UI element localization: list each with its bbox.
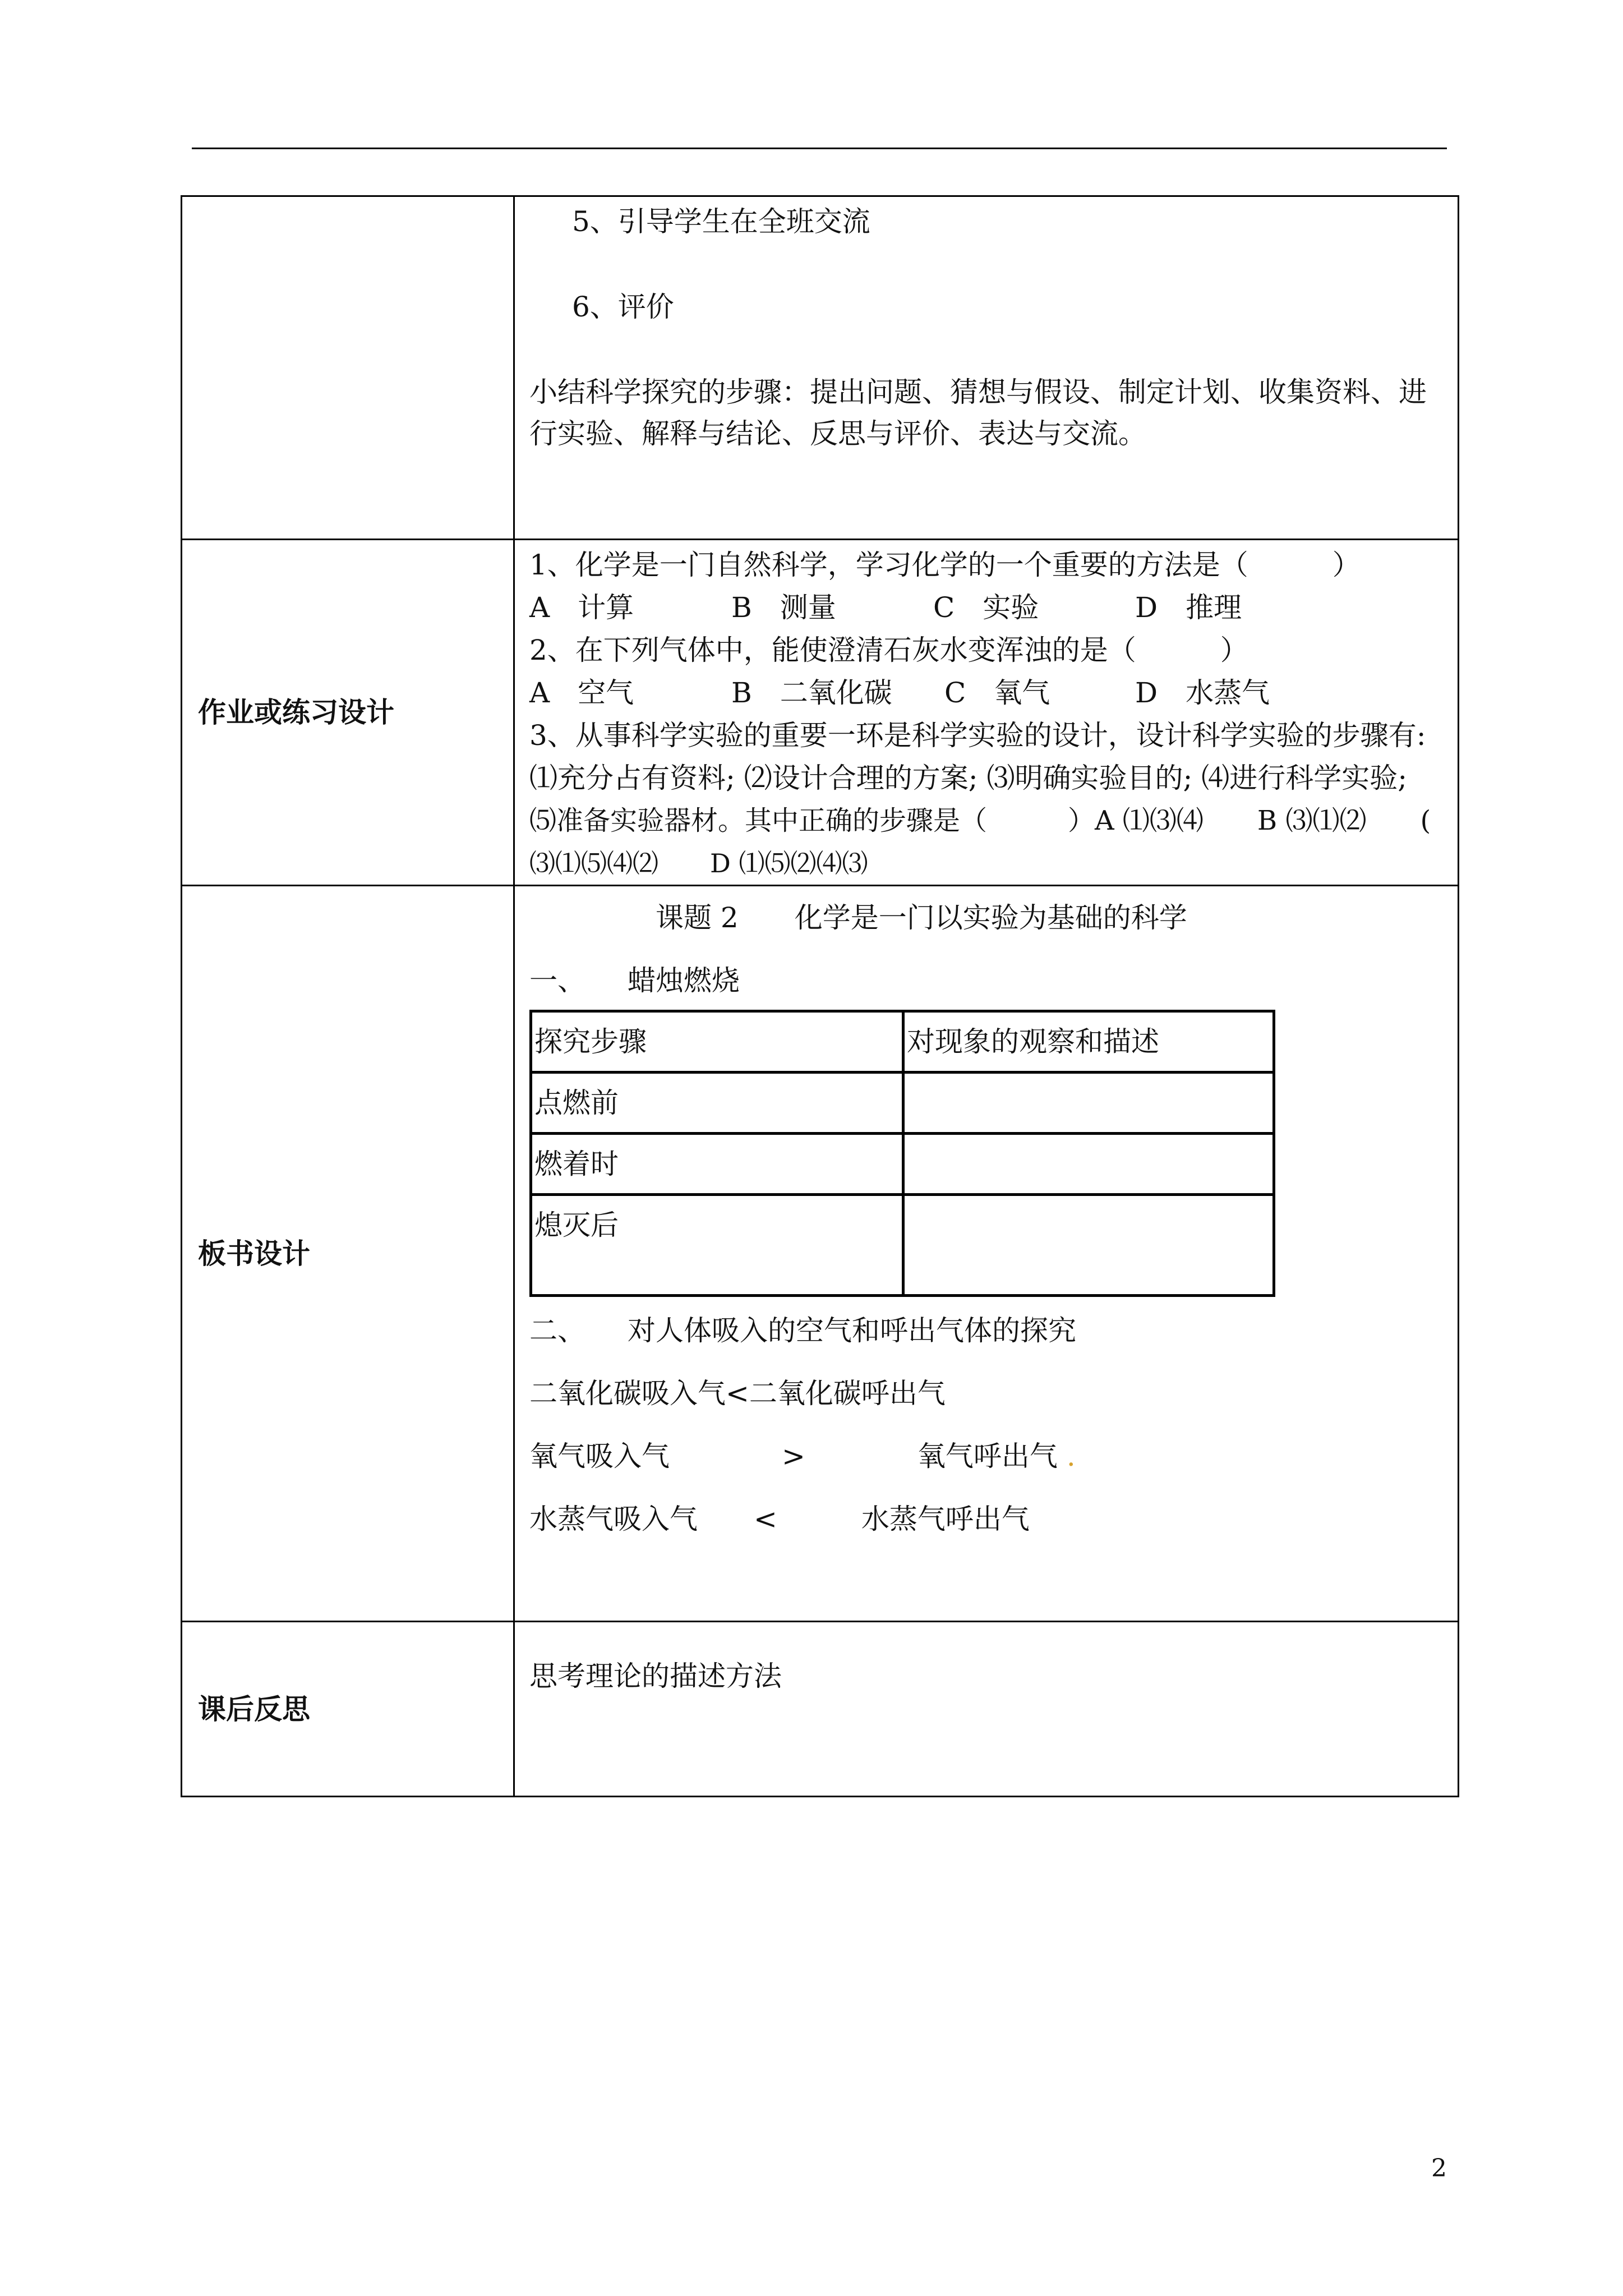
compare-co2: 二氧化碳吸入气<二氧化碳呼出气 (529, 1377, 946, 1410)
section-label-board: 板书设计 (198, 1237, 310, 1270)
header-rule (192, 148, 1447, 149)
candle-header-step: 探究步骤 (531, 1011, 903, 1073)
question-1: 1、化学是一门自然科学，学习化学的一个重要的方法是（ ） (529, 549, 1361, 581)
board-section-2: 二、 对人体吸入的空气和呼出气体的探究 (529, 1314, 1076, 1347)
reflection-text: 思考理论的描述方法 (529, 1660, 782, 1692)
candle-row-after-observation (903, 1195, 1274, 1296)
row-board-design (182, 886, 1459, 1622)
candle-table-row (531, 1134, 1274, 1195)
q2-option-c: C 氧气 (944, 677, 1050, 709)
question-2-options (529, 671, 1446, 714)
stray-dot: . (1066, 1440, 1076, 1473)
label-cell-board (182, 886, 514, 1622)
board-title: 课题 2 化学是一门以实验为基础的科学 (656, 901, 1187, 934)
candle-row-after: 熄灭后 (531, 1195, 903, 1296)
candle-row-burning: 燃着时 (531, 1134, 903, 1195)
content-cell-board (514, 886, 1459, 1622)
question-3-line-3: ⑸准备实验器材。其中正确的步骤是（ ）A ⑴⑶⑷ B ⑶⑴⑵ ( (529, 805, 1431, 836)
section-label-homework: 作业或练习设计 (198, 696, 394, 729)
candle-row-burning-observation (903, 1134, 1274, 1195)
candle-table-row (531, 1195, 1274, 1296)
compare-water-vapor: 水蒸气吸入气 < 水蒸气呼出气 (529, 1503, 1030, 1535)
candle-observation-table (529, 1010, 1275, 1297)
candle-header-observation: 对现象的观察和描述 (903, 1011, 1274, 1073)
compare-oxygen-row (529, 1439, 1446, 1473)
content-cell-summary (514, 196, 1459, 540)
step-5: 5、引导学生在全班交流 (572, 205, 870, 238)
q2-option-b: B 二氧化碳 (731, 677, 892, 709)
q1-option-d: D 推理 (1135, 591, 1242, 624)
step-6: 6、评价 (572, 291, 674, 323)
question-1-options (529, 586, 1446, 629)
section-label-reflection: 课后反思 (198, 1692, 310, 1726)
q1-option-a: A 计算 (529, 591, 634, 624)
summary-line-2: 行实验、解释与结论、反思与评价、表达与交流。 (529, 417, 1146, 450)
question-3: 3、从事科学实验的重要一环是科学实验的设计，设计科学实验的步骤有: (529, 719, 1426, 752)
content-cell-homework (514, 540, 1459, 886)
question-2: 2、在下列气体中，能使澄清石灰水变浑浊的是（ ） (529, 634, 1248, 666)
question-3-line-2: ⑴充分占有资料; ⑵设计合理的方案; ⑶明确实验目的; ⑷进行科学实验; (529, 762, 1408, 794)
q2-option-d: D 水蒸气 (1135, 677, 1270, 709)
summary-line-1: 小结科学探究的步骤：提出问题、猜想与假设、制定计划、收集资料、进 (529, 376, 1427, 408)
lesson-plan-table (181, 195, 1459, 1797)
label-cell-reflection (182, 1622, 514, 1797)
question-3-line-4: ⑶⑴⑸⑷⑵ D ⑴⑸⑵⑷⑶ (529, 848, 868, 878)
page-number: 2 (1431, 2154, 1447, 2183)
row-summary (182, 196, 1459, 540)
label-cell-homework (182, 540, 514, 886)
row-homework (182, 540, 1459, 886)
board-section-1: 一、 蜡烛燃烧 (529, 964, 740, 997)
compare-oxygen: 氧气吸入气 > 氧气呼出气 (529, 1440, 1058, 1473)
content-cell-reflection (514, 1622, 1459, 1797)
q1-option-c: C 实验 (933, 591, 1039, 624)
row-reflection (182, 1622, 1459, 1797)
candle-row-before-observation (903, 1073, 1274, 1134)
q1-option-b: B 测量 (731, 591, 836, 624)
label-cell-empty (182, 196, 514, 540)
candle-table-header-row (531, 1011, 1274, 1073)
candle-table-row (531, 1073, 1274, 1134)
candle-row-before: 点燃前 (531, 1073, 903, 1134)
q2-option-a: A 空气 (529, 677, 634, 709)
